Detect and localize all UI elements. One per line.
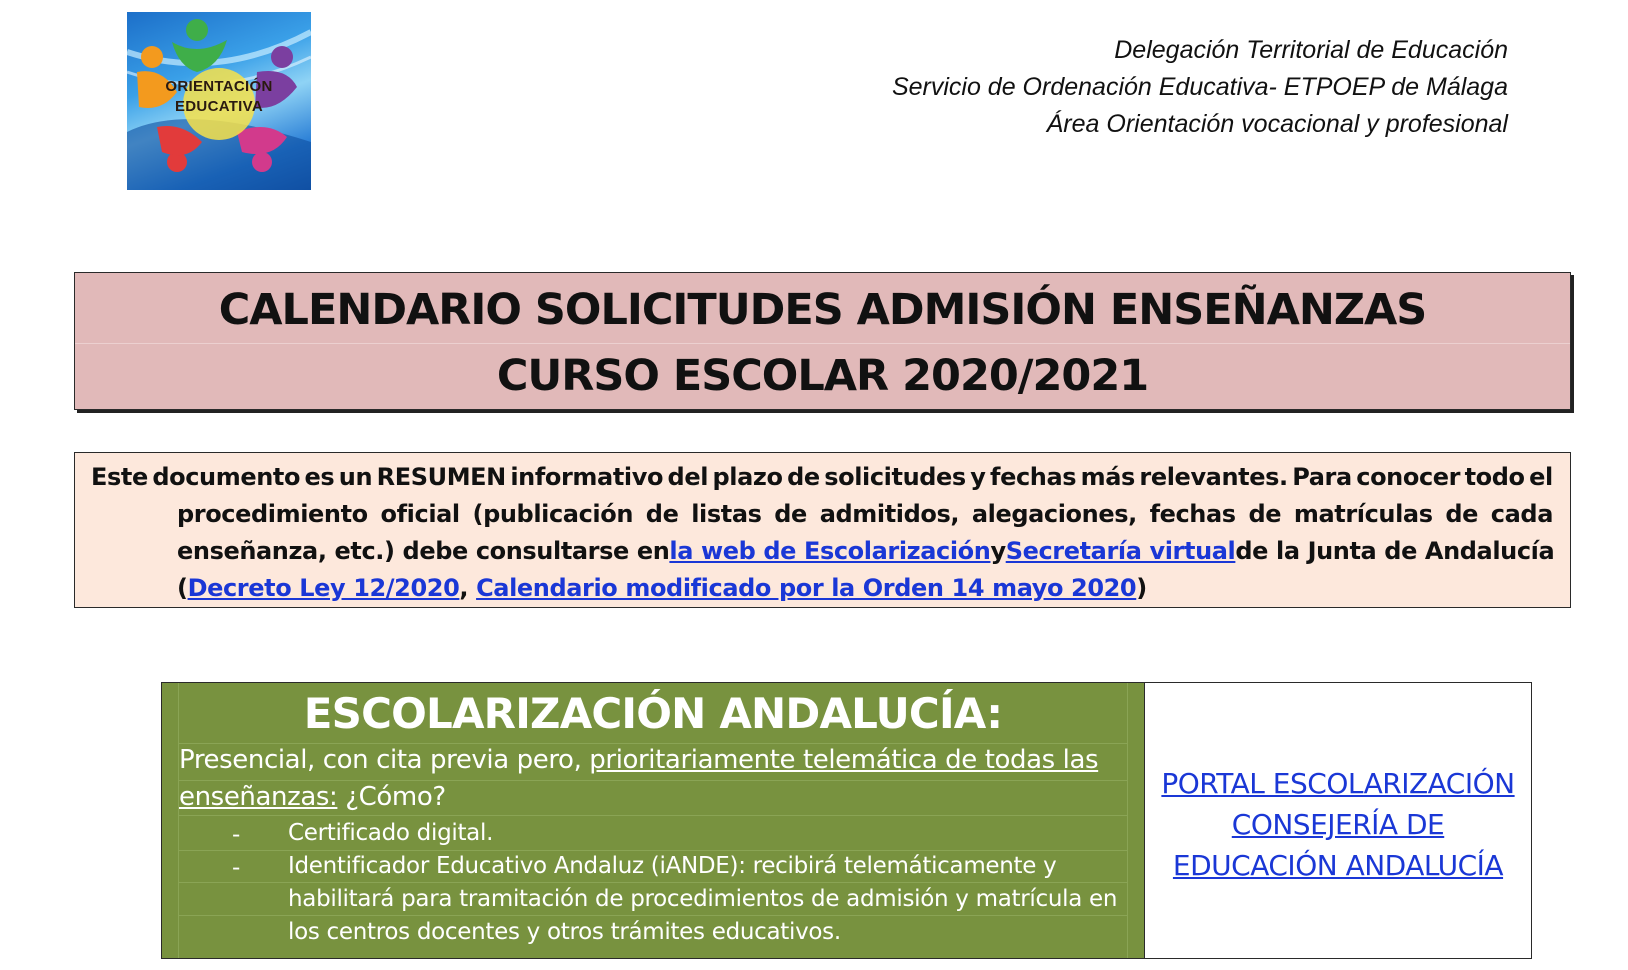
title-line-2: CURSO ESCOLAR 2020/2021 [496, 351, 1149, 401]
summary-line-2-word: fechas [1149, 500, 1236, 528]
summary-line-1-word: informativo [510, 463, 664, 491]
summary-line-2-word: de [774, 500, 807, 528]
summary-line-2-word: oficial [380, 500, 460, 528]
summary-line-1-word: documento [152, 463, 301, 491]
summary-line-1-word: Para [1292, 463, 1352, 491]
summary-line-2-word: admitidos, [819, 500, 960, 528]
summary-line-1-word: es [304, 463, 335, 491]
intro-underlined-a: prioritariamente telemática de todas las [589, 745, 1099, 775]
escolarizacion-intro-line-1 [179, 745, 1098, 775]
header-institution [892, 32, 1508, 143]
escolarizacion-intro-line-2 [179, 782, 446, 812]
summary-line-2-word: de [1445, 500, 1479, 528]
escolarizacion-block [161, 682, 1145, 959]
summary-line-1-word: todo [1464, 463, 1525, 491]
summary-notice [74, 452, 1571, 608]
paren-close: ) [1136, 574, 1147, 602]
header-line-1: Delegación Territorial de Educación [1114, 36, 1508, 64]
summary-line-1-word: fechas [990, 463, 1077, 491]
summary-line-1-word: solicitudes [824, 463, 966, 491]
summary-line-2-word: de [1248, 500, 1282, 528]
summary-line-3 [177, 537, 1553, 565]
intro-pre: Presencial, con cita previa pero, [179, 745, 590, 775]
portal-escolarizacion-link[interactable] [1145, 763, 1531, 886]
bullet-2: - [232, 855, 241, 881]
title-line-1: CALENDARIO SOLICITUDES ADMISIÓN ENSEÑANZAS [218, 285, 1427, 335]
summary-line-2-word: procedimiento [177, 500, 368, 528]
intro-underlined-b: enseñanzas: [179, 782, 338, 812]
escolarizacion-heading: ESCOLARIZACIÓN ANDALUCÍA: [303, 689, 1003, 738]
title-banner [74, 272, 1571, 410]
portal-line-2: CONSEJERÍA DE [1231, 808, 1445, 841]
summary-line-2 [177, 500, 1553, 528]
summary-line-4 [177, 574, 1147, 602]
header-line-2: Servicio de Ordenación Educativa- ETPOEP de Málaga [891, 73, 1508, 101]
intro-post: ¿Cómo? [337, 782, 446, 812]
summary-line-2-word: matrículas [1293, 500, 1433, 528]
summary-line-1-word: conocer [1356, 463, 1461, 491]
decreto-ley-link[interactable]: Decreto Ley 12/2020 [187, 574, 460, 602]
summary-line-2-word: de [645, 500, 679, 528]
logo-text-line1: ORIENTACIÓN [165, 78, 273, 95]
item-iande-line-3: los centros docentes y otros trámites educativos. [288, 919, 841, 945]
header-line-3: Área Orientación vocacional y profesional [1046, 110, 1508, 138]
summary-line-2-word: cada [1490, 500, 1553, 528]
summary-line-1-word: el [1529, 463, 1553, 491]
summary-line-1-word: plazo [712, 463, 783, 491]
summary-line-2-word: (publicación [472, 500, 634, 528]
summary-and: y [990, 537, 1006, 565]
calendario-orden-link[interactable]: Calendario modificado por la Orden 14 mayo 2020 [476, 574, 1137, 602]
comma: , [459, 574, 469, 602]
secretaria-virtual-link[interactable]: Secretaría virtual [1005, 537, 1236, 565]
escolarizacion-web-link[interactable]: la web de Escolarización [669, 537, 991, 565]
summary-line-1-word: RESUMEN [376, 463, 506, 491]
summary-line-1-word: más [1080, 463, 1135, 491]
summary-line-1-word: relevantes. [1139, 463, 1288, 491]
logo-text-line2: EDUCATIVA [175, 98, 263, 115]
item-iande-line-1: Identificador Educativo Andaluz (iANDE): recibirá telemáticamente y [288, 853, 1057, 879]
summary-line-1-word: y [970, 463, 986, 491]
summary-line-1-word: un [338, 463, 373, 491]
item-iande-line-2: habilitará para tramitación de procedimientos de admisión y matrícula en [288, 886, 1118, 912]
portal-line-1: PORTAL ESCOLARIZACIÓN [1161, 767, 1515, 800]
summary-line-1-word: de [787, 463, 820, 491]
summary-line-2-word: alegaciones, [971, 500, 1137, 528]
bullet-1: - [232, 822, 241, 848]
portal-line-3: EDUCACIÓN ANDALUCÍA [1172, 849, 1504, 882]
portal-box [1144, 682, 1532, 959]
summary-line-2-word: listas [691, 500, 762, 528]
summary-line-1-word: del [667, 463, 709, 491]
item-certificado: Certificado digital. [288, 820, 494, 846]
summary-line-3-text: enseñanza, etc.) debe consultarse en [177, 537, 670, 565]
summary-line-1-word: Este [91, 463, 148, 491]
summary-line-3-end: de la Junta de Andalucía [1235, 537, 1555, 565]
orientacion-educativa-logo [127, 12, 311, 190]
summary-line-1 [91, 463, 1553, 491]
paren-open: ( [177, 574, 188, 602]
